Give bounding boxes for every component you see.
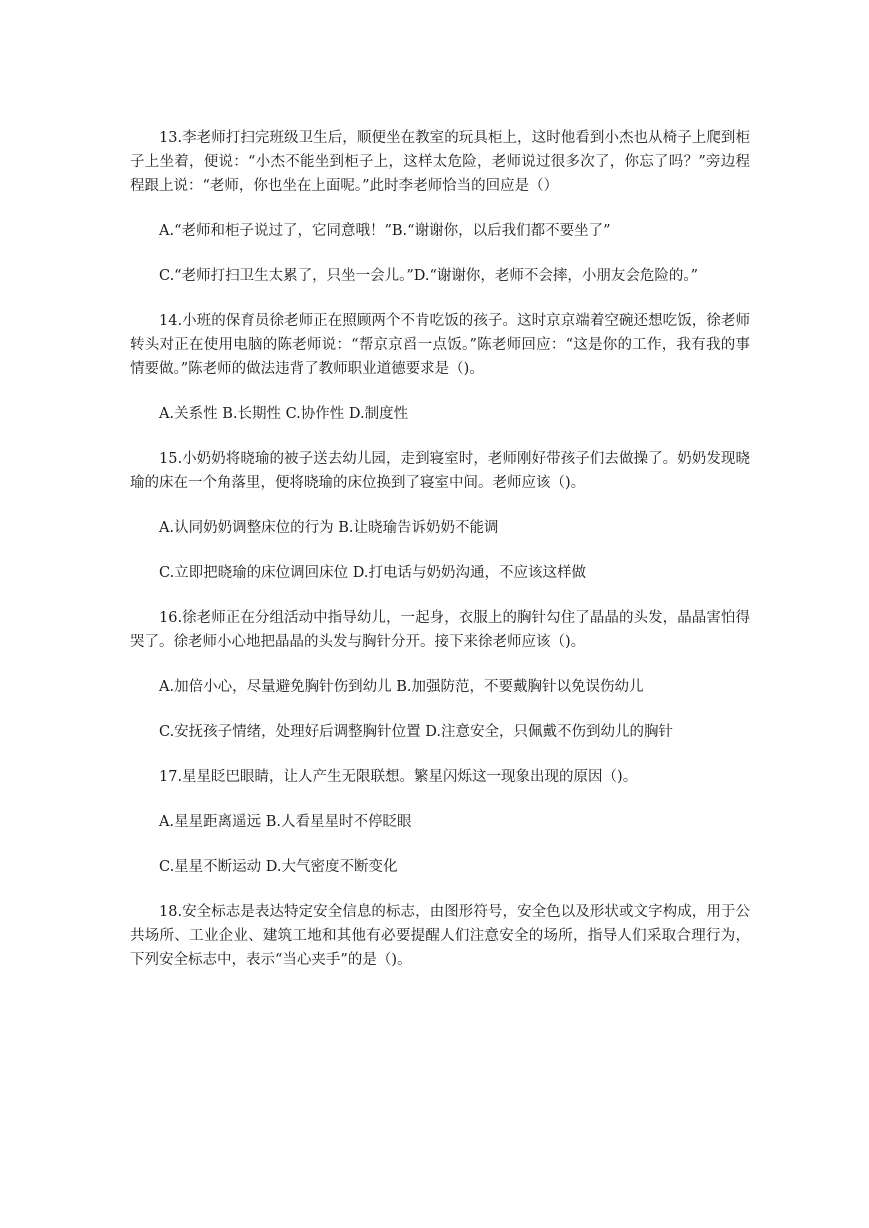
- question-17-options-ab: A.星星距离遥远 B.人看星星时不停眨眼: [159, 814, 412, 830]
- question-14-options: A.关系性 B.长期性 C.协作性 D.制度性: [159, 406, 409, 422]
- question-16-options-cd: C.安抚孩子情绪，处理好后调整胸针位置 D.注意安全，只佩戴不伤到幼儿的胸针: [159, 724, 674, 740]
- document-body: [130, 126, 750, 993]
- question-18-stem: 18.安全标志是表达特定安全信息的标志，由图形符号，安全色以及形状或文字构成，用于公共场所、工业企业、建筑工地和其他有必要提醒人们注意安全的场所，指导人们采取合理行为，下列安全标志中，表示“当心夹手”的是（)。: [130, 904, 750, 968]
- question-14-stem: 14.小班的保育员徐老师正在照顾两个不肯吃饭的孩子。这时京京端着空碗还想吃饭，徐老师转头对正在使用电脑的陈老师说：“帮京京舀一点饭。”陈老师回应：“这是你的工作，我有我的事情要做。”陈老师的做法违背了教师职业道德要求是（)。: [130, 313, 750, 377]
- question-13-options-cd: C.“老师打扫卫生太累了，只坐一会儿。”D.“谢谢你，老师不会摔，小朋友会危险的。”: [159, 268, 699, 284]
- question-13-stem: 13.李老师打扫完班级卫生后，顺便坐在教室的玩具柜上，这时他看到小杰也从椅子上爬到柜子上坐着，便说：“小杰不能坐到柜子上，这样太危险，老师说过很多次了，你忘了吗？”旁边程程跟上说：“老师，你也坐在上面呢。”此时李老师恰当的回应是（）: [130, 130, 750, 194]
- question-15-options-cd: C.立即把晓瑜的床位调回床位 D.打电话与奶奶沟通，不应该这样做: [159, 565, 587, 581]
- question-15-options-ab: A.认同奶奶调整床位的行为 B.让晓瑜告诉奶奶不能调: [159, 520, 499, 536]
- question-16-stem: 16.徐老师正在分组活动中指导幼儿，一起身，衣服上的胸针勾住了晶晶的头发，晶晶害怕得哭了。徐老师小心地把晶晶的头发与胸针分开。接下来徐老师应该（)。: [130, 610, 750, 650]
- question-16-options-ab: A.加倍小心，尽量避免胸针伤到幼儿 B.加强防范，不要戴胸针以免误伤幼儿: [159, 679, 644, 695]
- question-15-stem: 15.小奶奶将晓瑜的被子送去幼儿园，走到寝室时，老师刚好带孩子们去做操了。奶奶发现晓瑜的床在一个角落里，便将晓瑜的床位换到了寝室中间。老师应该（)。: [130, 451, 750, 491]
- question-13-options-ab: A.“老师和柜子说过了，它同意哦！”B.“谢谢你，以后我们都不要坐了”: [159, 223, 611, 239]
- question-17-options-cd: C.星星不断运动 D.大气密度不断变化: [159, 859, 398, 875]
- question-17-stem: 17.星星眨巴眼睛，让人产生无限联想。繁星闪烁这一现象出现的原因（)。: [159, 769, 638, 785]
